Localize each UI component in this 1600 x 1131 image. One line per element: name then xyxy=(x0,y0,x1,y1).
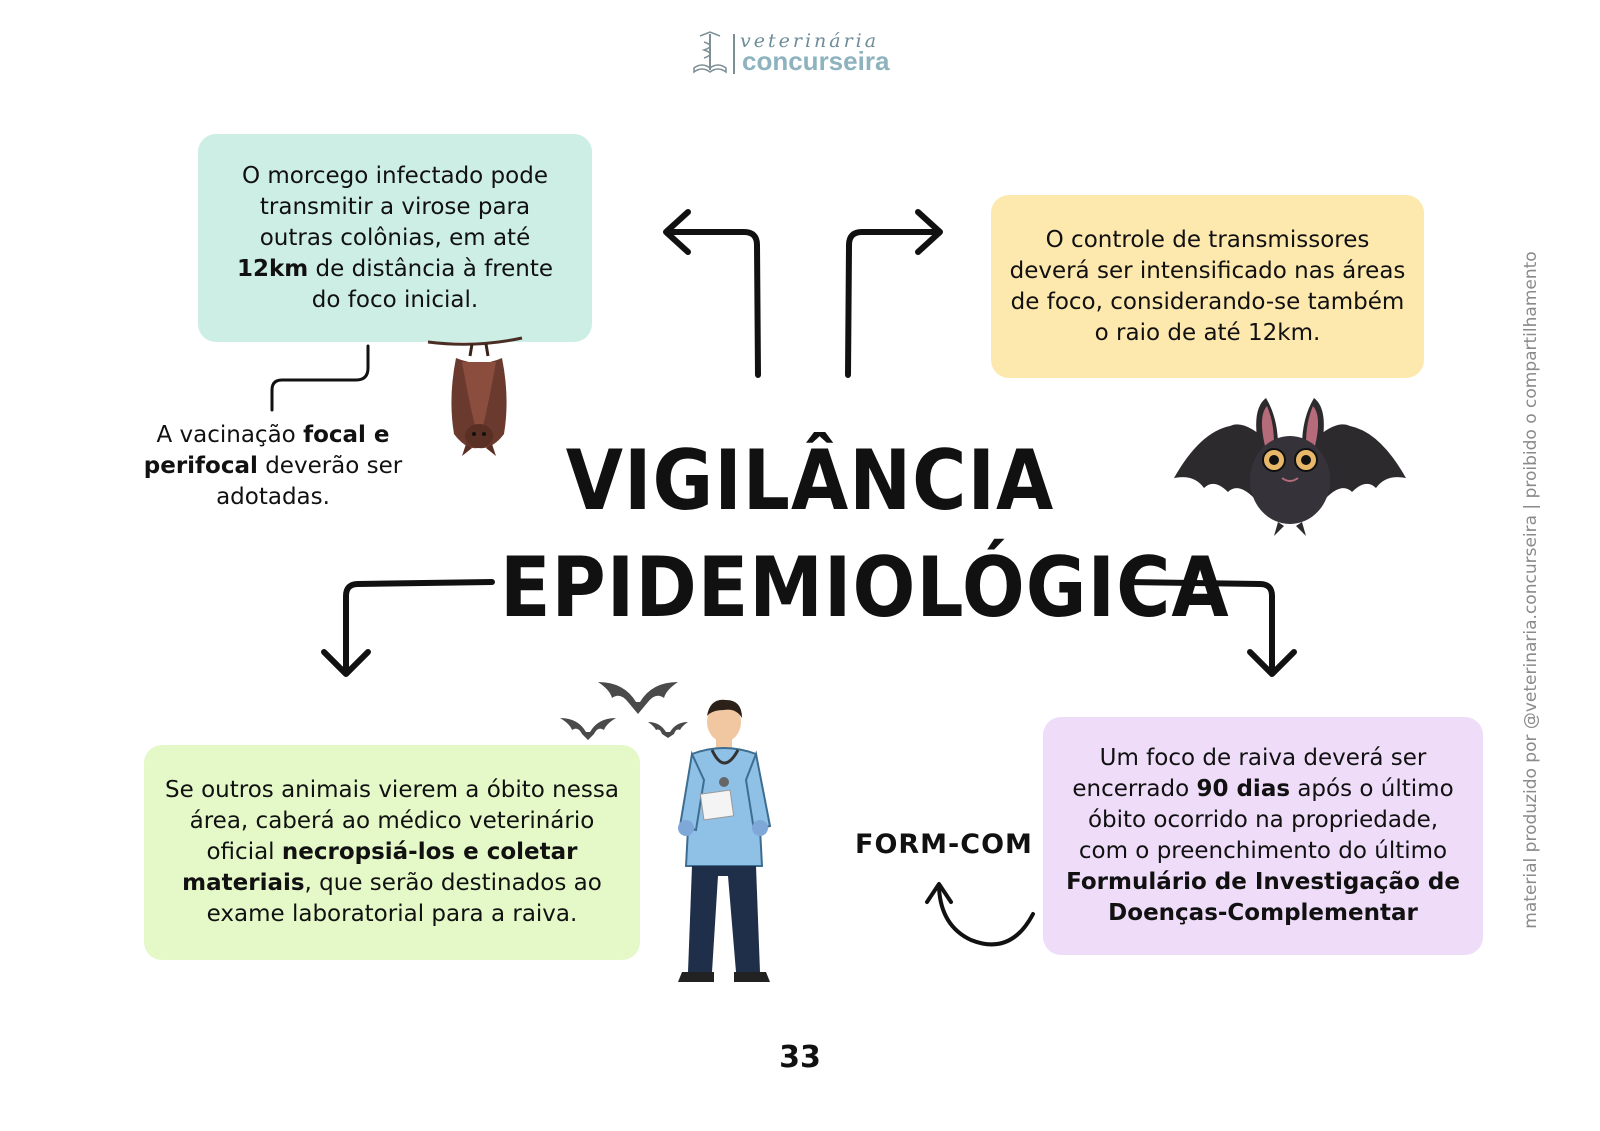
text-line: transmitir a virose para xyxy=(259,193,531,220)
arrow-up-left-icon xyxy=(660,200,800,380)
hanging-bat-icon xyxy=(426,338,536,458)
arrow-up-right-icon xyxy=(838,200,978,380)
arrow-down-right-icon xyxy=(1120,572,1310,692)
text-line: o raio de até 12km. xyxy=(1094,319,1321,346)
text-line: O controle de transmissores xyxy=(1045,226,1370,253)
text-line: área, caberá ao médico veterinário xyxy=(189,808,595,834)
cartoon-bat-icon xyxy=(1170,396,1410,546)
text-bold: necropsiá-los e coletar xyxy=(281,839,578,865)
logo-script-text: veterinária xyxy=(740,30,880,52)
box-focus-closure xyxy=(1043,717,1483,955)
text-bold: materiais xyxy=(182,870,305,896)
text-line: A vacinação xyxy=(156,422,304,448)
text-line: exame laboratorial para a raiva. xyxy=(206,901,578,927)
text-bold: 90 dias xyxy=(1196,776,1291,802)
text-line: Um foco de raiva deverá ser xyxy=(1099,745,1427,771)
text-bold: Formulário de Investigação de xyxy=(1066,869,1460,895)
box-bat-transmission xyxy=(198,134,592,342)
box-transmitter-control xyxy=(991,195,1424,378)
text-line: de foco, considerando-se também xyxy=(1010,288,1405,315)
veterinarian-figure xyxy=(652,696,792,986)
text-line: Se outros animais vierem a óbito nessa xyxy=(165,777,619,803)
title-line-1: VIGILÂNCIA xyxy=(565,432,1055,530)
caduceus-book-icon xyxy=(690,28,730,78)
box-necropsy xyxy=(144,745,640,960)
text-line: deverão ser xyxy=(257,453,403,479)
text-bold: 12km xyxy=(236,255,309,282)
text-line: O morcego infectado pode xyxy=(241,162,548,189)
text-line: oficial xyxy=(206,839,282,865)
text-line: outras colônias, em até xyxy=(259,224,531,251)
box-focus-closure-text xyxy=(1066,743,1460,929)
form-com-label: FORM-COM xyxy=(855,829,1033,860)
text-bold: Doenças-Complementar xyxy=(1108,900,1418,926)
page-number: 33 xyxy=(779,1040,821,1075)
arrow-down-left-icon xyxy=(318,572,498,692)
logo-brand-text: concurseira xyxy=(742,46,890,76)
text-line: de distância à frente xyxy=(308,255,554,282)
logo-divider xyxy=(733,34,735,74)
text-line: , que serão destinados ao xyxy=(304,870,602,896)
text-bold: perifocal xyxy=(143,453,258,479)
curved-arrow-icon xyxy=(925,870,1045,960)
box-necropsy-text xyxy=(165,775,619,930)
box-bat-transmission-text xyxy=(237,161,553,316)
text-line: adotadas. xyxy=(216,484,330,510)
box-transmitter-control-text xyxy=(1010,225,1406,349)
title-line-2: EPIDEMIOLÓGICA xyxy=(500,539,1230,637)
text-line: após o último xyxy=(1290,776,1454,802)
connector-line xyxy=(268,342,378,422)
copyright-note: material produzido por @veterinaria.concurseira | proibido o compartilhamento xyxy=(1521,251,1541,929)
text-line: do foco inicial. xyxy=(311,286,479,313)
vaccination-note xyxy=(128,420,418,513)
text-line: com o preenchimento do último xyxy=(1078,838,1448,864)
text-line: deverá ser intensificado nas áreas xyxy=(1009,257,1406,284)
text-line: óbito ocorrido na propriedade, xyxy=(1087,807,1439,833)
text-bold: focal e xyxy=(303,422,390,448)
text-line: encerrado xyxy=(1072,776,1197,802)
